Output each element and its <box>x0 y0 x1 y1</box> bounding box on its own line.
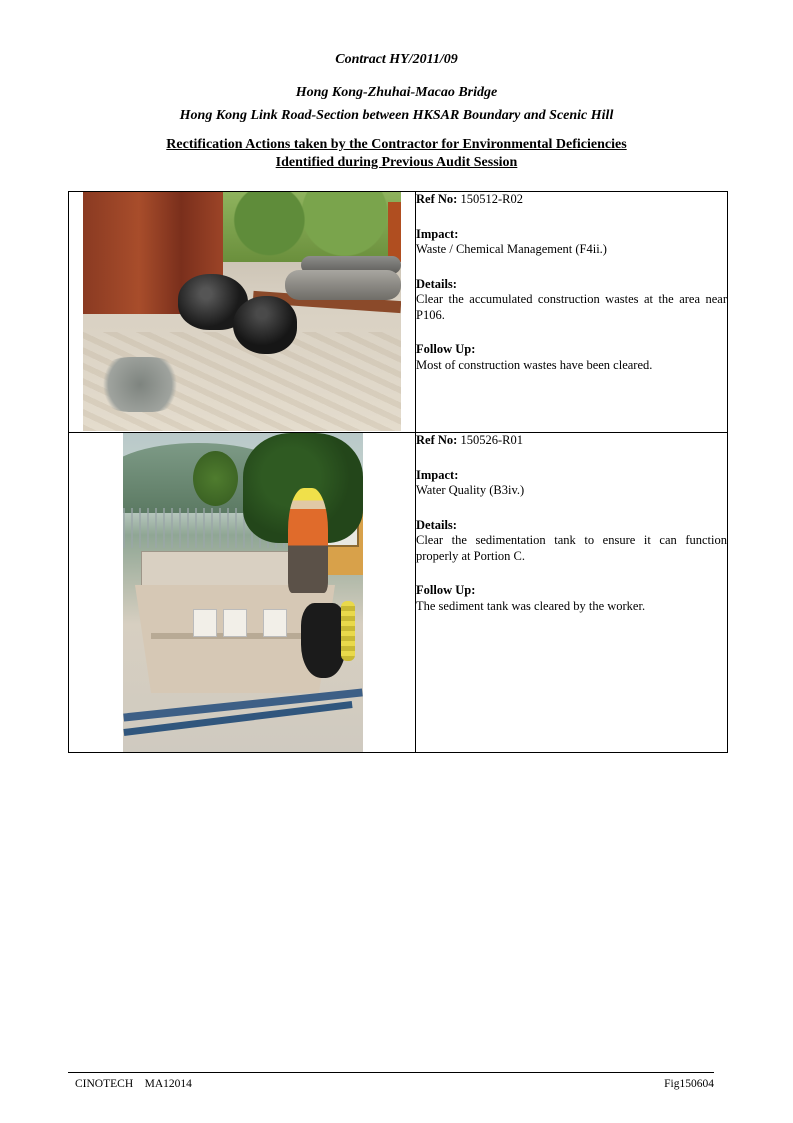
details-cell <box>416 433 728 753</box>
photo-cell <box>69 192 416 433</box>
details-cell <box>416 192 728 433</box>
ref-no: Ref No: 150526-R01 <box>416 433 523 447</box>
follow-up-value: The sediment tank was cleared by the worker. <box>416 598 646 613</box>
follow-up: Follow Up: Most of construction wastes have been cleared. <box>416 342 653 372</box>
construction-waste-photo <box>83 192 401 431</box>
sedimentation-tank-photo <box>123 433 363 752</box>
impact-value: Water Quality (B3iv.) <box>416 483 525 497</box>
footer-divider <box>68 1072 714 1073</box>
contract-title: Contract HY/2011/09 <box>335 52 458 67</box>
table-row <box>69 433 728 753</box>
ref-no-value: 150512-R02 <box>460 192 523 206</box>
details-value: Clear the sedimentation tank to ensure it can function properly at Portion C. <box>416 533 727 563</box>
follow-up-value: Most of construction wastes have been cleared. <box>416 357 653 372</box>
project-title: Hong Kong-Zhuhai-Macao Bridge <box>295 85 498 100</box>
impact: Impact: Waste / Chemical Management (F4ii.) <box>416 226 607 256</box>
report-subtitle-line2: Identified during Previous Audit Session <box>275 155 518 170</box>
impact-value: Waste / Chemical Management (F4ii.) <box>416 242 607 256</box>
follow-up: Follow Up: The sediment tank was cleared by the worker. <box>416 583 646 613</box>
impact: Impact: Water Quality (B3iv.) <box>416 467 525 497</box>
photo-cell <box>69 433 416 753</box>
details: Details: Clear the accumulated construction wastes at the area near P106. <box>416 276 727 322</box>
footer-left: CINOTECH MA12014 <box>75 1078 192 1090</box>
rectification-table <box>68 191 728 753</box>
footer-right: Fig150604 <box>664 1078 714 1090</box>
report-subtitle-line1: Rectification Actions taken by the Contractor for Environmental Deficiencies <box>166 137 627 152</box>
section-title: Hong Kong Link Road-Section between HKSAR Boundary and Scenic Hill <box>179 108 614 123</box>
table-row <box>69 192 728 433</box>
details-value: Clear the accumulated construction wastes at the area near P106. <box>416 292 727 322</box>
ref-no: Ref No: 150512-R02 <box>416 192 523 206</box>
ref-no-value: 150526-R01 <box>460 433 523 447</box>
details: Details: Clear the sedimentation tank to ensure it can function properly at Portion C. <box>416 517 727 563</box>
